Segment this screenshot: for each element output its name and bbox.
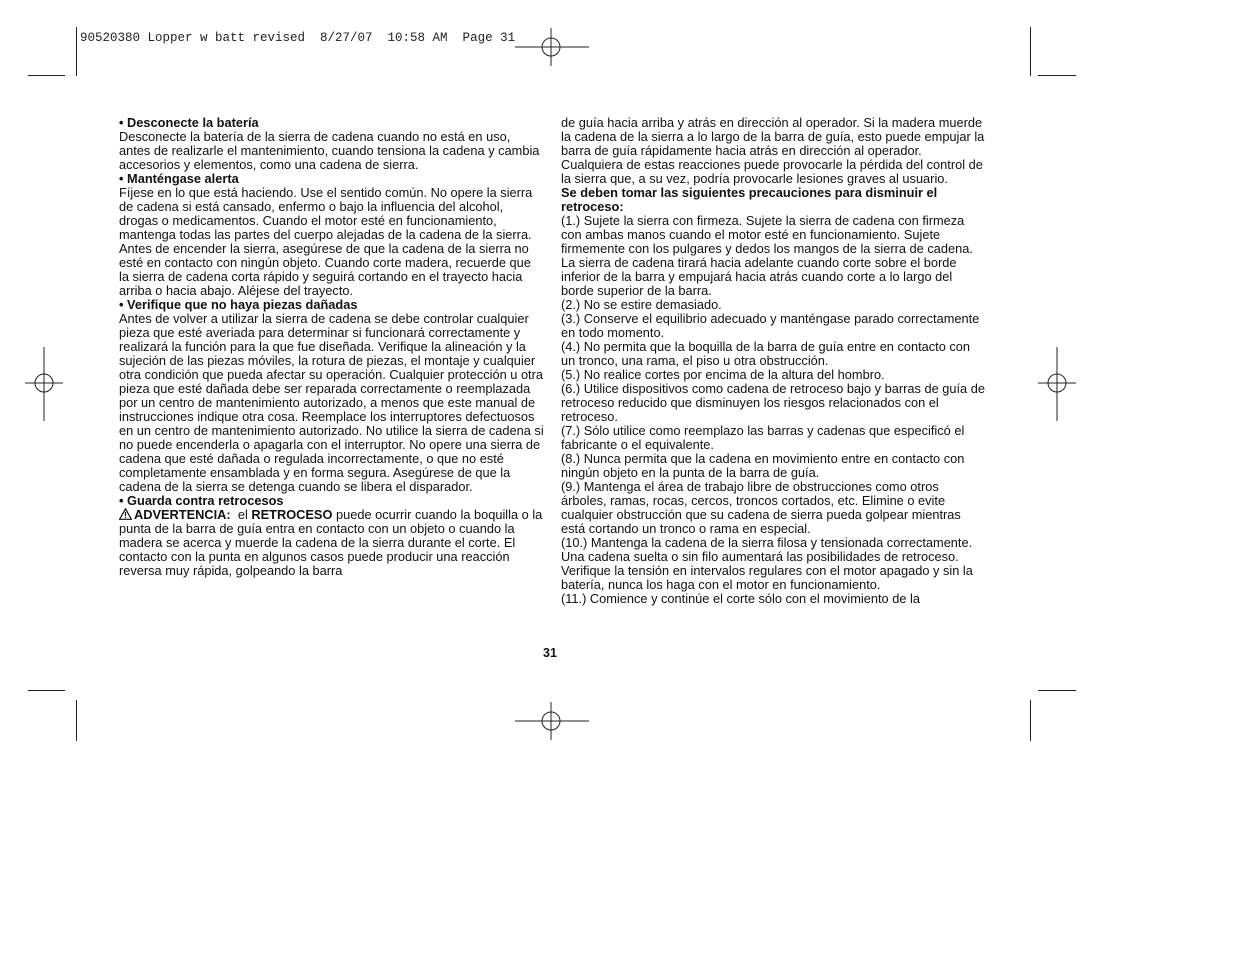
precaution-item: (5.) No realice cortes por encima de la altura del hombro. <box>561 367 885 382</box>
crop-mark <box>28 690 65 691</box>
precaution-item: (3.) Conserve el equilibrio adecuado y manténgase parado correctamente en todo momento. <box>561 311 980 340</box>
section-title: Guarda contra retrocesos <box>127 493 284 508</box>
warning-paragraph <box>119 508 544 578</box>
crop-mark <box>28 75 65 76</box>
registration-mark <box>1036 345 1078 423</box>
warning-label: ADVERTENCIA: <box>134 507 231 522</box>
precaution-item: (9.) Mantenga el área de trabajo libre de obstrucciones como otros árboles, ramas, rocas, cercos, troncos cortados, etc. Elimine o evite cualquier obstrucción que su cadena de sierra pueda golpear mientras está cortando un tronco o rama en especial. <box>561 479 961 536</box>
warning-body: puede ocurrir cuando la boquilla o la punta de la barra de guía entra en contacto con un objeto o cuando la madera se acerca y muerde la cadena de la sierra durante el corte. El contacto con la punta en algunos casos puede producir una reacción reversa muy rápida, golpeando la barra <box>119 507 543 578</box>
print-slug: 90520380 Lopper w batt revised 8/27/07 10:58 AM Page 31 <box>80 31 516 45</box>
precaution-item: (8.) Nunca permita que la cadena en movimiento entre en contacto con ningún objeto en la punta de la barra de guía. <box>561 451 965 480</box>
crop-mark <box>76 27 77 76</box>
crop-mark <box>1038 75 1076 76</box>
precaution-item: (10.) Mantenga la cadena de la sierra filosa y tensionada correctamente. Una cadena suelta o sin filo aumentará las posibilidades de retroceso. Verifique la tensión en intervalos regulares con el motor apagado y sin la batería, nunca los haga con el motor en funcionamiento. <box>561 535 973 592</box>
crop-mark <box>1038 690 1076 691</box>
precaution-item: (6.) Utilice dispositivos como cadena de retroceso bajo y barras de guía de retroceso reducido que disminuyen los riesgos relacionados con el retroceso. <box>561 381 985 424</box>
registration-mark <box>513 700 591 742</box>
section-body: Desconecte la batería de la sierra de cadena cuando no está en uso, antes de realizarle el mantenimiento, cuando tensiona la cadena y cambia accesorios y elementos, como una cadena de sierra. <box>119 129 540 172</box>
precaution-item: (7.) Sólo utilice como reemplazo las barras y cadenas que especificó el fabricante o el equivalente. <box>561 423 965 452</box>
section-heading: • Manténgase alerta <box>119 171 239 186</box>
registration-mark <box>513 26 591 68</box>
section-body: Fíjese en lo que está haciendo. Use el sentido común. No opere la sierra de cadena si está cansado, enfermo o bajo la influencia del alcohol, drogas o medicamentos. Cuando el motor esté en funcionamiento, mantenga todas las partes del cuerpo alejadas de la cadena de la sierra. Antes de encender la sierra, asegúrese de que la cadena de la sierra no esté en contacto con ningún objeto. Cuando corte madera, recuerde que la sierra de cadena corta rápido y seguirá cortando en el trayecto hacia arriba o hacia abajo. Aléjese del trayecto. <box>119 185 533 298</box>
section-title: Manténgase alerta <box>127 171 239 186</box>
right-column <box>561 116 986 606</box>
retroceso-term: RETROCESO <box>251 507 333 522</box>
crop-mark <box>1030 27 1031 76</box>
precaution-item: (2.) No se estire demasiado. <box>561 297 722 312</box>
left-column <box>119 116 544 578</box>
section-heading: • Desconecte la batería <box>119 115 259 130</box>
section-title: Verifique que no haya piezas dañadas <box>127 297 358 312</box>
precaution-item: (1.) Sujete la sierra con firmeza. Sujete la sierra de cadena con firmeza con ambas manos cuando el motor esté en funcionamiento. Sujete firmemente con los pulgares y dedos los mangos de la sierra de cadena. La sierra de cadena tirará hacia adelante cuando corte sobre el borde inferior de la barra y empujará hacia atrás cuando corte a lo largo del borde superior de la barra. <box>561 213 973 298</box>
continuation-paragraph: de guía hacia arriba y atrás en dirección al operador. Si la madera muerde la cadena de la sierra a lo largo de la barra de guía, esto puede empujar la barra de guía rápidamente hacia atrás en dirección al operador. Cualquiera de estas reacciones puede provocarle la pérdida del control de la sierra que, a su vez, podría provocarle lesiones graves al usuario. <box>561 115 985 186</box>
section-heading: • Guarda contra retrocesos <box>119 493 284 508</box>
precaution-item: (4.) No permita que la boquilla de la barra de guía entre en contacto con un tronco, una rama, el piso u otra obstrucción. <box>561 339 971 368</box>
crop-mark <box>1030 700 1031 741</box>
precaution-item: (11.) Comience y continúe el corte sólo con el movimiento de la <box>561 591 920 606</box>
section-heading: • Verifique que no haya piezas dañadas <box>119 297 358 312</box>
warning-triangle-icon <box>119 508 132 520</box>
precautions-heading: Se deben tomar las siguientes precauciones para disminuir el retroceso: <box>561 185 938 214</box>
page-number: 31 <box>543 646 557 660</box>
crop-mark <box>76 700 77 741</box>
section-title: Desconecte la batería <box>127 115 259 130</box>
registration-mark <box>23 345 65 423</box>
warning-article: el <box>237 507 248 522</box>
section-body: Antes de volver a utilizar la sierra de cadena se debe controlar cualquier pieza que esté averiada para determinar si funcionará correctamente y realizará la función para la que fue diseñada. Verifique la alineación y la sujeción de las piezas móviles, la rotura de piezas, el montaje y cualquier otra condición que pueda afectar su operación. Cualquier protección u otra pieza que esté dañada debe ser reparada correctamente o reemplazada por un centro de mantenimiento autorizado, a menos que este manual de instrucciones indique otra cosa. Reemplace los interruptores defectuosos en un centro de mantenimiento autorizado. No utilice la sierra de cadena si no puede encenderla o apagarla con el interruptor. No opere una sierra de cadena que esté dañada o regulada incorrectamente, o que no esté completamente ensamblada y en forma segura. Asegúrese de que la cadena de la sierra se detenga cuando se libera el disparador. <box>119 311 544 494</box>
